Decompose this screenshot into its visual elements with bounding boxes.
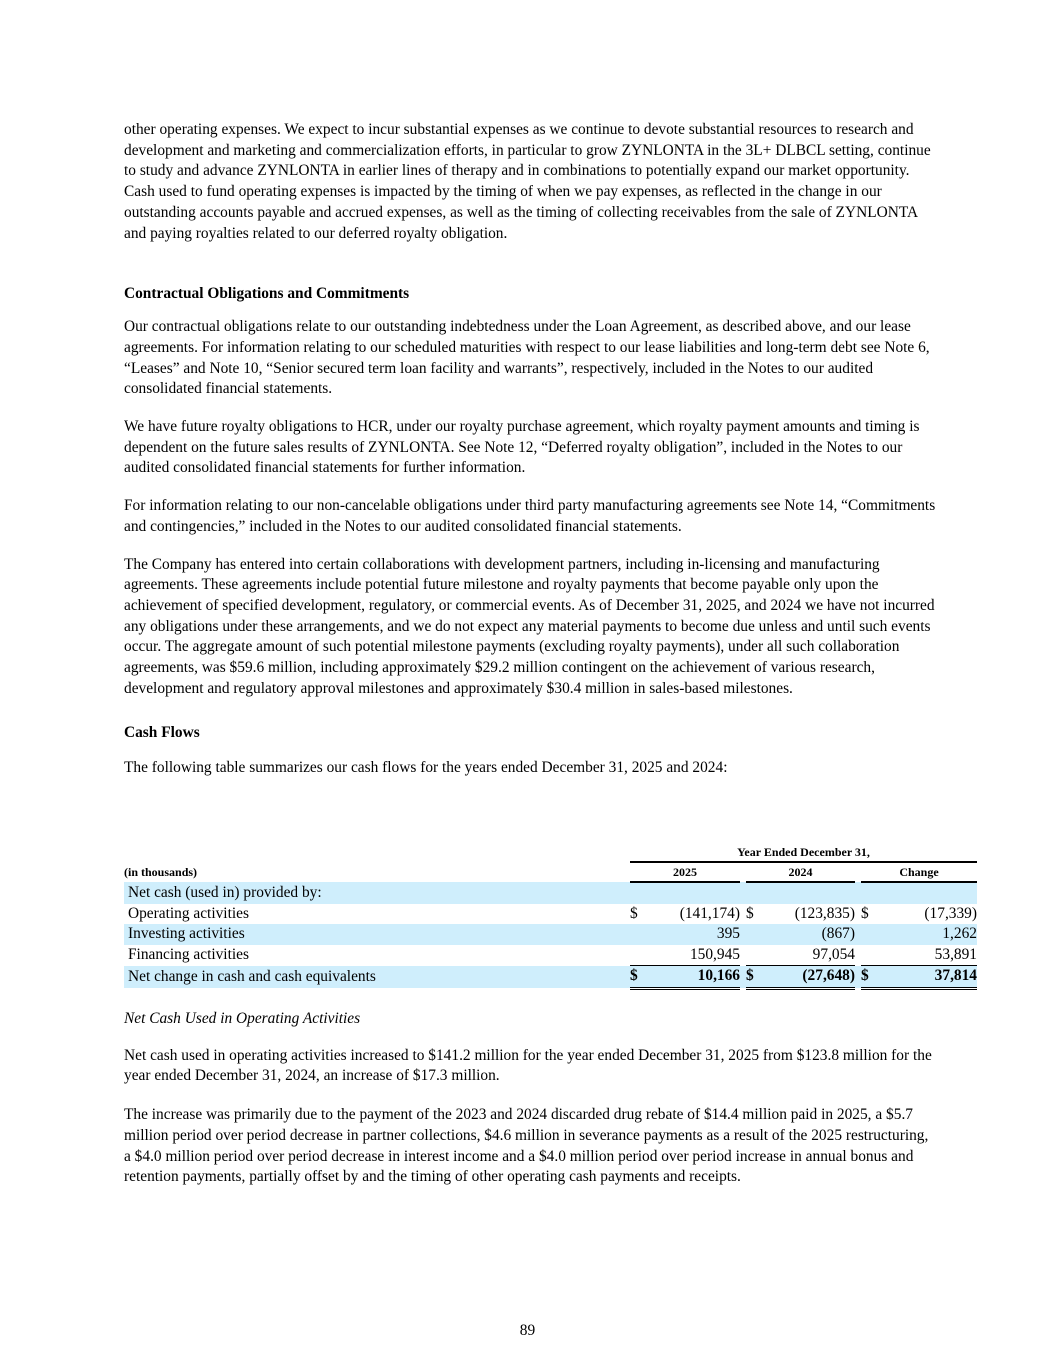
operating-paragraph-1: Net cash used in operating activities increased to $141.2 million for the year ended December 31, 2025 from $123.8 million for the year ended December 31, 2024, an increase of $17.3 million.	[124, 1046, 932, 1085]
total-label: Net change in cash and cash equivalents	[124, 966, 630, 989]
table-row	[124, 924, 977, 945]
value-2024: 97,054	[812, 945, 855, 963]
value-2025: (141,174)	[679, 904, 740, 922]
contractual-paragraph-3: For information relating to our non-cancelable obligations under third party manufacturing agreements see Note 14, “Commitments and contingencies,” included in the Notes to our audited consolidated financial statements.	[124, 497, 936, 535]
dollar-sign: $	[861, 904, 869, 922]
value-change: 1,262	[873, 924, 977, 945]
cash-flows-intro: The following table summarizes our cash flows for the years ended December 31, 2025 and 2024:	[124, 759, 728, 777]
column-header-2025: 2025	[630, 862, 740, 882]
page-number: 89	[519, 1322, 536, 1339]
dollar-sign: $	[746, 904, 754, 922]
year-ended-header: Year Ended December 31,	[630, 843, 977, 862]
total-2024: (27,648)	[758, 966, 855, 989]
contractual-paragraph-2: We have future royalty obligations to HCR, under our royalty purchase agreement, which royalty payment amounts and timing is dependent on the future sales results of ZYNLONTA. See Note 12, “Deferred royalty obligation”, included in the Notes to our audited consolidated financial statements for further information.	[124, 418, 920, 477]
contractual-paragraph-4: The Company has entered into certain collaborations with development partners, including in-licensing and manufacturing agreements. These agreements include potential future milestone and royalty payments that become payable only upon the achievement of specified development, regulatory, or commercial events. As of December 31, 2025, and 2024 we have not incurred any obligations under these arrangements, and we do not expect any material payments to become due unless and until such events occur. The aggregate amount of such potential milestone payments (excluding royalty payments), under all such collaboration agreements, was $59.6 million, including approximately $29.2 million contingent on the achievement of various research, development and regulatory approval milestones and approximately $30.4 million in sales-based milestones.	[124, 555, 935, 697]
value-2024: (867)	[758, 924, 855, 945]
column-header-change: Change	[861, 862, 977, 882]
dollar-sign: $	[630, 904, 638, 922]
intro-paragraph: other operating expenses. We expect to incur substantial expenses as we continue to devote substantial resources to research and development and marketing and commercialization efforts, in particular to grow ZYNLONTA in the 3L+ DLBCL setting, continue to study and advance ZYNLONTA in earlier lines of therapy and in combinations to potentially expand our market opportunity. Cash used to fund operating expenses is impacted by the timing of when we pay expenses, as reflected in the change in our outstanding accounts payable and accrued expenses, as well as the timing of collecting receivables from the sale of ZYNLONTA and paying royalties related to our deferred royalty obligation.	[124, 121, 931, 242]
row-label: Investing activities	[124, 924, 630, 945]
operating-paragraph-2: The increase was primarily due to the payment of the 2023 and 2024 discarded drug rebate of $14.4 million paid in 2025, a $5.7 million period over period decrease in partner collections, $4.6 million in severance payments as a result of the 2025 restructuring, a $4.0 million period over period decrease in interest income and a $4.0 million period over period increase in annual bonus and retention payments, partially offset by and the timing of other operating cash payments and receipts.	[124, 1106, 929, 1186]
table-group-header-row	[124, 843, 977, 862]
value-change: 53,891	[934, 945, 977, 963]
document-body	[124, 120, 936, 779]
value-2025: 150,945	[689, 945, 740, 963]
operating-section	[124, 1009, 936, 1188]
value-2025: 395	[642, 924, 740, 945]
contractual-paragraph-1: Our contractual obligations relate to our outstanding indebtedness under the Loan Agreement, as described above, and our lease agreements. For information relating to our scheduled maturities with respect to our lease liabilities and long-term debt see Note 6, “Leases” and Note 10, “Senior secured term loan facility and warrants”, respectively, included in the Notes to our audited consolidated financial statements.	[124, 318, 930, 398]
value-2024: (123,835)	[794, 904, 855, 922]
table-total-row	[124, 966, 977, 989]
table-row	[124, 945, 977, 966]
cash-flows-heading: Cash Flows	[124, 724, 200, 742]
units-label: (in thousands)	[124, 865, 198, 879]
cash-flows-table	[124, 843, 977, 990]
dollar-sign: $	[630, 966, 642, 989]
dollar-sign: $	[861, 966, 873, 989]
total-change: 37,814	[873, 966, 977, 989]
table-section-row	[124, 882, 977, 904]
table-row	[124, 904, 977, 925]
dollar-sign: $	[746, 966, 758, 989]
total-2025: 10,166	[642, 966, 740, 989]
section-label: Net cash (used in) provided by:	[124, 882, 630, 904]
row-label: Financing activities	[128, 946, 249, 964]
contractual-heading: Contractual Obligations and Commitments	[124, 285, 410, 303]
operating-heading: Net Cash Used in Operating Activities	[124, 1010, 361, 1027]
column-header-2024: 2024	[746, 862, 855, 882]
row-label: Operating activities	[128, 904, 249, 922]
value-change: (17,339)	[924, 904, 977, 922]
table-column-header-row	[124, 862, 977, 882]
